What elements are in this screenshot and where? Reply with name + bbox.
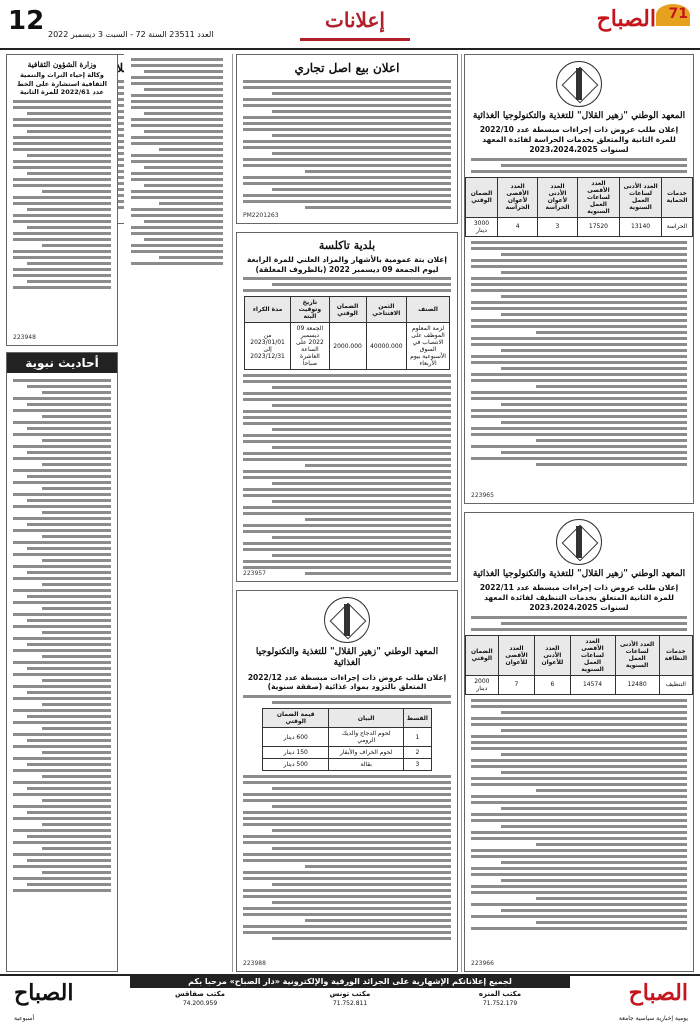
section-underline — [300, 38, 410, 41]
footer-tagline-daily: يومية إخبارية سياسية جامعة — [618, 1015, 688, 1022]
section-title: إعلانات — [325, 8, 385, 32]
page-number: 12 — [8, 6, 45, 36]
auction-table: الصنف الثمن الافتتاحي الضمان الوقتي تاريخ وتوقيت البتة مدة الكراء لزمة المعلوم الموظف على الانتصاب في السوق الأسبوعية بيوم الأربعاء 40000.000 2000.000 الجمعة 09 ديسمبر 2022 على الساعة العاشرة صباحا من 2023/01/01 إلى 2023/12/31 — [244, 296, 450, 370]
table-row: الحراسة 13140 17520 3 4 3000 دينار — [466, 217, 693, 236]
table-row: 1 لحوم الدجاج والديك الرومي 600 دينار — [263, 728, 432, 747]
announcement-ref: 223957 — [243, 570, 266, 577]
table-row: 3 بقالة 500 دينار — [263, 759, 432, 771]
announcement-body — [471, 699, 687, 930]
announcement-body — [243, 277, 451, 292]
announcement-ref: 223988 — [243, 960, 266, 967]
institute-emblem-icon — [556, 519, 602, 565]
announcement-subtitle: إعلان طلب عروض ذات إجراءات مبسطة عدد 2022/12 المتعلق بالتزود بمواد غذائية (صفقة سنوية) — [247, 672, 447, 692]
office-contact: مكتب المنزه 71.752.179 — [478, 990, 522, 1007]
institute-emblem-icon — [324, 597, 370, 643]
column-divider — [232, 54, 233, 972]
middle-column — [236, 54, 458, 972]
masthead — [0, 0, 700, 50]
issue-line: العدد 23511 السنة 72 - السبت 3 ديسمبر 2022 — [48, 30, 214, 39]
announcement-cleaning-tender — [464, 512, 694, 972]
announcement-ref: 223948 — [13, 334, 36, 341]
footer — [0, 974, 700, 1024]
announcement-subtitle: وكالة إحياء التراث والتنمية الثقافية استشارة على الخط عدد 2022/61 للمرة الثانية — [17, 71, 107, 97]
announcement-ref: 223966 — [471, 960, 494, 967]
announcement-ref: PM2201263 — [243, 212, 279, 219]
announcement-title: بلدية تاكلسة — [318, 239, 376, 252]
logo-text: الصباح — [596, 6, 656, 32]
announcement-title: المعهد الوطني "زهير القلال" للتغذية والتكنولوجيا الغذائية — [472, 569, 686, 579]
office-contact: مكتب تونس 71.752.811 — [329, 990, 371, 1007]
announcement-body — [243, 695, 451, 704]
announcement-municipality-auction — [236, 232, 458, 582]
announcement-title: وزارة الشؤون الثقافية — [27, 60, 97, 69]
office-contact: مكتب صفاقس 74.200.959 — [174, 990, 226, 1007]
hadith-heading: أحاديث نبوية — [7, 353, 117, 373]
left-lower-area — [124, 352, 230, 972]
announcement-subtitle: إعلان طلب عروض ذات إجراءات مبسطة عدد 2022/11 للمرة الثانية المتعلق بخدمات التنظيف لفائدة المعهد لسنوات 2023،2024،2025 — [479, 583, 679, 612]
table-row: لزمة المعلوم الموظف على الانتصاب في السوق الأسبوعية بيوم الأربعاء 40000.000 2000.000 الجمعة 09 ديسمبر 2022 على الساعة العاشرة صباحا من 2023/01/01 إلى 2023/12/31 — [245, 323, 450, 370]
announcement-body — [131, 58, 223, 265]
announcement-culture-ministry — [6, 54, 118, 346]
announcement-body — [471, 158, 687, 173]
hadith-body — [13, 379, 111, 892]
announcement-body — [471, 616, 687, 631]
announcement-food-supply-tender — [236, 590, 458, 972]
notice-continuation — [124, 54, 230, 346]
right-column — [464, 54, 694, 972]
table-row: 2 لحوم الخراف والأبقار 150 دينار — [263, 747, 432, 759]
announcement-title: اعلان بيع اصل تجاري — [294, 61, 400, 75]
institute-emblem-icon — [556, 61, 602, 107]
logo-badge: 71 — [668, 6, 688, 22]
announcement-ref: 223965 — [471, 492, 494, 499]
footer-banner: لجميع إعلاناتكم الإشهارية على الجرائد الورقية والإلكترونية «دار الصباح» مرحبا بكم — [130, 976, 570, 988]
footer-logo-weekly: الصباح — [14, 980, 74, 1006]
announcement-body — [13, 100, 111, 289]
hadith-column — [6, 352, 118, 972]
announcement-guarding-tender — [464, 54, 694, 504]
announcement-body — [243, 775, 451, 940]
announcement-body — [471, 241, 687, 466]
footer-tagline-weekly: أسبوعية — [14, 1015, 35, 1022]
announcement-title: المعهد الوطني "زهير القلال" للتغذية والتكنولوجيا الغذائية — [255, 647, 439, 669]
announcement-body — [243, 374, 451, 575]
lots-table: القسط البيان قيمة الضمان الوقتي 1 لحوم الدجاج والديك الرومي 600 دينار 2 لحوم الخراف والأبقار 150 دينار 3 بقالة 500 دينار — [262, 708, 432, 771]
cleaning-table: خدمات النظافة العدد الأدنى لساعات العمل السنوية العدد الأقصى لساعات العمل السنوية العدد الأدنى للأعوان العدد الأقصى للأعوان الضمان الوقتي التنظيف 12480 14574 6 7 2000 دينار — [465, 635, 693, 695]
announcement-subtitle: إعلان طلب عروض ذات إجراءات مبسطة عدد 2022/10 للمرة الثانية والمتعلق بخدمات الحراسة لفائدة المعهد لسنوات 2023،2024،2025 — [479, 125, 679, 154]
announcement-title: المعهد الوطني "زهير القلال" للتغذية والتكنولوجيا الغذائية — [472, 111, 686, 121]
announcement-body — [243, 80, 451, 209]
table-row: التنظيف 12480 14574 6 7 2000 دينار — [466, 675, 693, 694]
announcement-subtitle: إعلان بتة عمومية بالأشهار والمزاد العلني للمرة الرابعة ليوم الجمعة 09 ديسمبر 2022 (بالظروف المغلقة) — [247, 254, 447, 274]
footer-logo-daily: الصباح — [628, 980, 688, 1006]
guarding-table: خدمات الحماية العدد الأدنى لساعات العمل السنوية العدد الأقصى لساعات العمل السنوية العدد الأدنى لأعوان الحراسة العدد الأقصى لأعوان الحراسة الضمان الوقتي الحراسة 13140 17520 3 4 3000 دينار — [465, 177, 693, 237]
announcement-business-sale — [236, 54, 458, 224]
column-divider — [461, 54, 462, 972]
newspaper-logo — [570, 4, 690, 42]
